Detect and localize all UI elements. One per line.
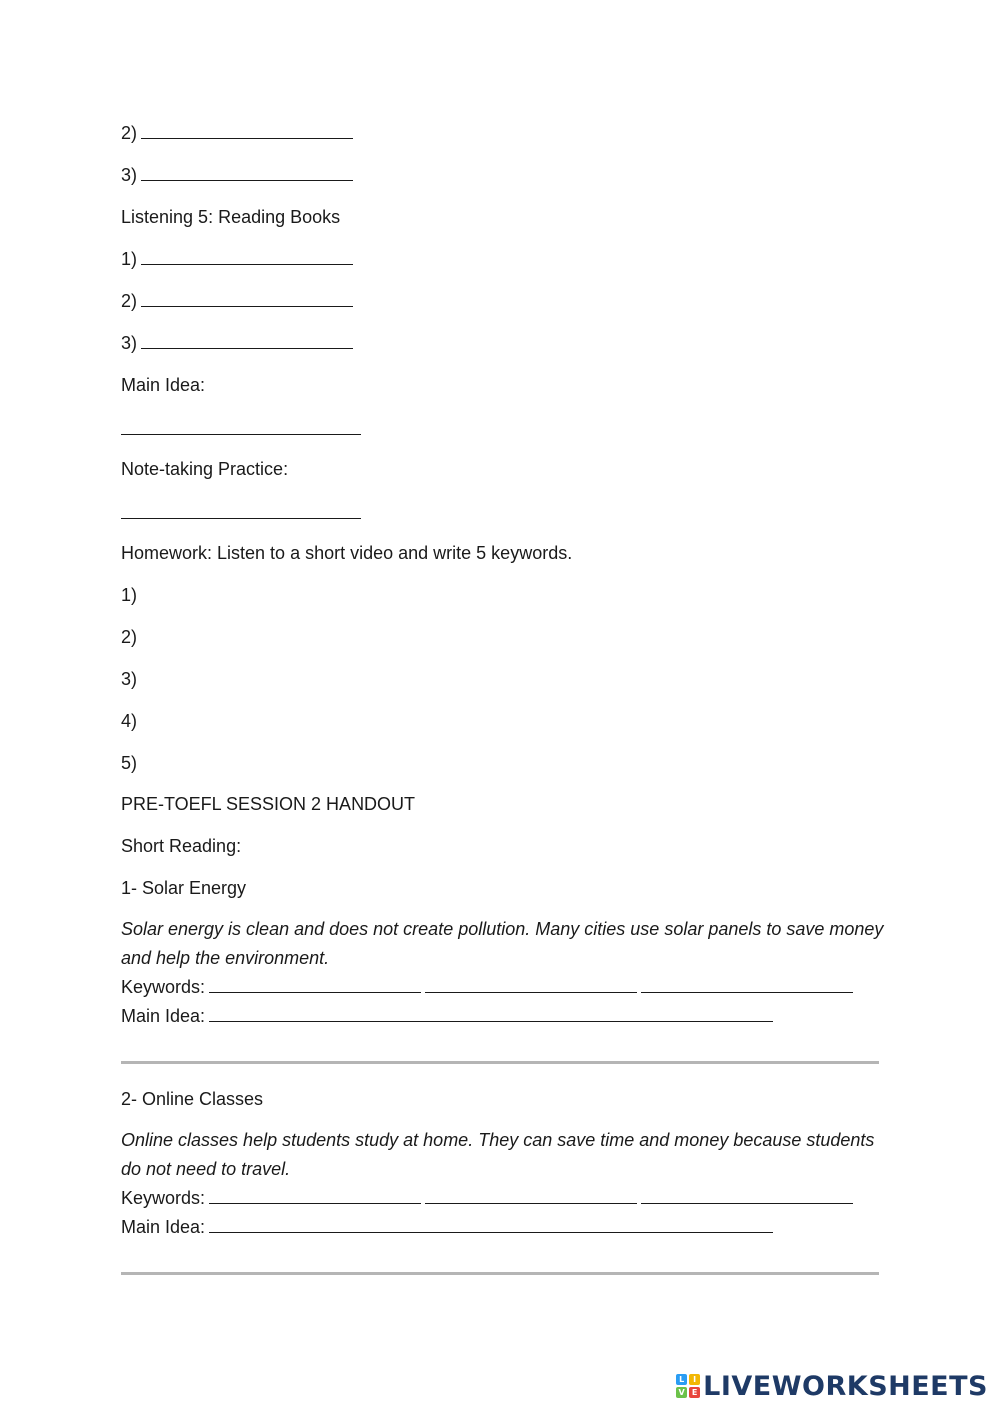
main-idea-blank[interactable] xyxy=(209,1216,773,1233)
main-idea-blank[interactable] xyxy=(121,434,361,435)
homework-item-1: 1) xyxy=(121,585,138,605)
item-label: 3) xyxy=(121,165,138,185)
item-label: 1) xyxy=(121,249,138,269)
logo-text: LIVEWORKSHEETS xyxy=(703,1370,988,1402)
keywords-label: Keywords: xyxy=(121,1188,206,1208)
logo-mark-letter: L xyxy=(676,1374,687,1385)
homework-item-3: 3) xyxy=(121,669,138,689)
reading-1-main-idea xyxy=(121,1005,773,1027)
keyword-blank-2[interactable] xyxy=(425,1187,637,1204)
keyword-blank-3[interactable] xyxy=(641,1187,853,1204)
item-label: 2) xyxy=(121,291,138,311)
liveworksheets-logo xyxy=(676,1369,988,1403)
answer-blank[interactable] xyxy=(141,164,353,181)
reading-2-title: 2- Online Classes xyxy=(121,1089,264,1109)
homework-item-4: 4) xyxy=(121,711,138,731)
listening5-item-1 xyxy=(121,248,353,270)
reading-1-keywords xyxy=(121,976,853,998)
reading-1-text: Solar energy is clean and does not create pollution. Many cities use solar panels to save money and help the environment. xyxy=(121,919,884,968)
keyword-blank-1[interactable] xyxy=(209,976,421,993)
main-idea-label: Main Idea: xyxy=(121,1217,206,1237)
logo-mark-icon xyxy=(676,1374,700,1398)
reading-2-main-idea xyxy=(121,1216,773,1238)
listening4-item-3 xyxy=(121,164,353,186)
section-divider xyxy=(121,1061,879,1064)
logo-mark-letter: I xyxy=(689,1374,700,1385)
note-taking-blank[interactable] xyxy=(121,518,361,519)
short-reading-label: Short Reading: xyxy=(121,836,242,856)
reading-2-text: Online classes help students study at home. They can save time and money because students do not need to travel. xyxy=(121,1130,875,1179)
listening5-item-2 xyxy=(121,290,353,312)
main-idea-label: Main Idea: xyxy=(121,375,206,395)
main-idea-blank[interactable] xyxy=(209,1005,773,1022)
answer-blank[interactable] xyxy=(141,332,353,349)
answer-blank[interactable] xyxy=(141,248,353,265)
note-taking-label: Note-taking Practice: xyxy=(121,459,289,479)
answer-blank[interactable] xyxy=(141,122,353,139)
keyword-blank-2[interactable] xyxy=(425,976,637,993)
item-label: 2) xyxy=(121,123,138,143)
main-idea-label: Main Idea: xyxy=(121,1006,206,1026)
homework-instruction: Homework: Listen to a short video and write 5 keywords. xyxy=(121,543,573,563)
reading-2-keywords xyxy=(121,1187,853,1209)
homework-item-5: 5) xyxy=(121,753,138,773)
reading-1-title: 1- Solar Energy xyxy=(121,878,247,898)
keywords-label: Keywords: xyxy=(121,977,206,997)
listening4-item-2 xyxy=(121,122,353,144)
logo-mark-letter: V xyxy=(676,1387,687,1398)
answer-blank[interactable] xyxy=(141,290,353,307)
keyword-blank-1[interactable] xyxy=(209,1187,421,1204)
listening5-item-3 xyxy=(121,332,353,354)
item-label: 3) xyxy=(121,333,138,353)
session-title: PRE-TOEFL SESSION 2 HANDOUT xyxy=(121,794,416,814)
listening5-title: Listening 5: Reading Books xyxy=(121,207,341,227)
homework-item-2: 2) xyxy=(121,627,138,647)
keyword-blank-3[interactable] xyxy=(641,976,853,993)
logo-mark-letter: E xyxy=(689,1387,700,1398)
section-divider xyxy=(121,1272,879,1275)
